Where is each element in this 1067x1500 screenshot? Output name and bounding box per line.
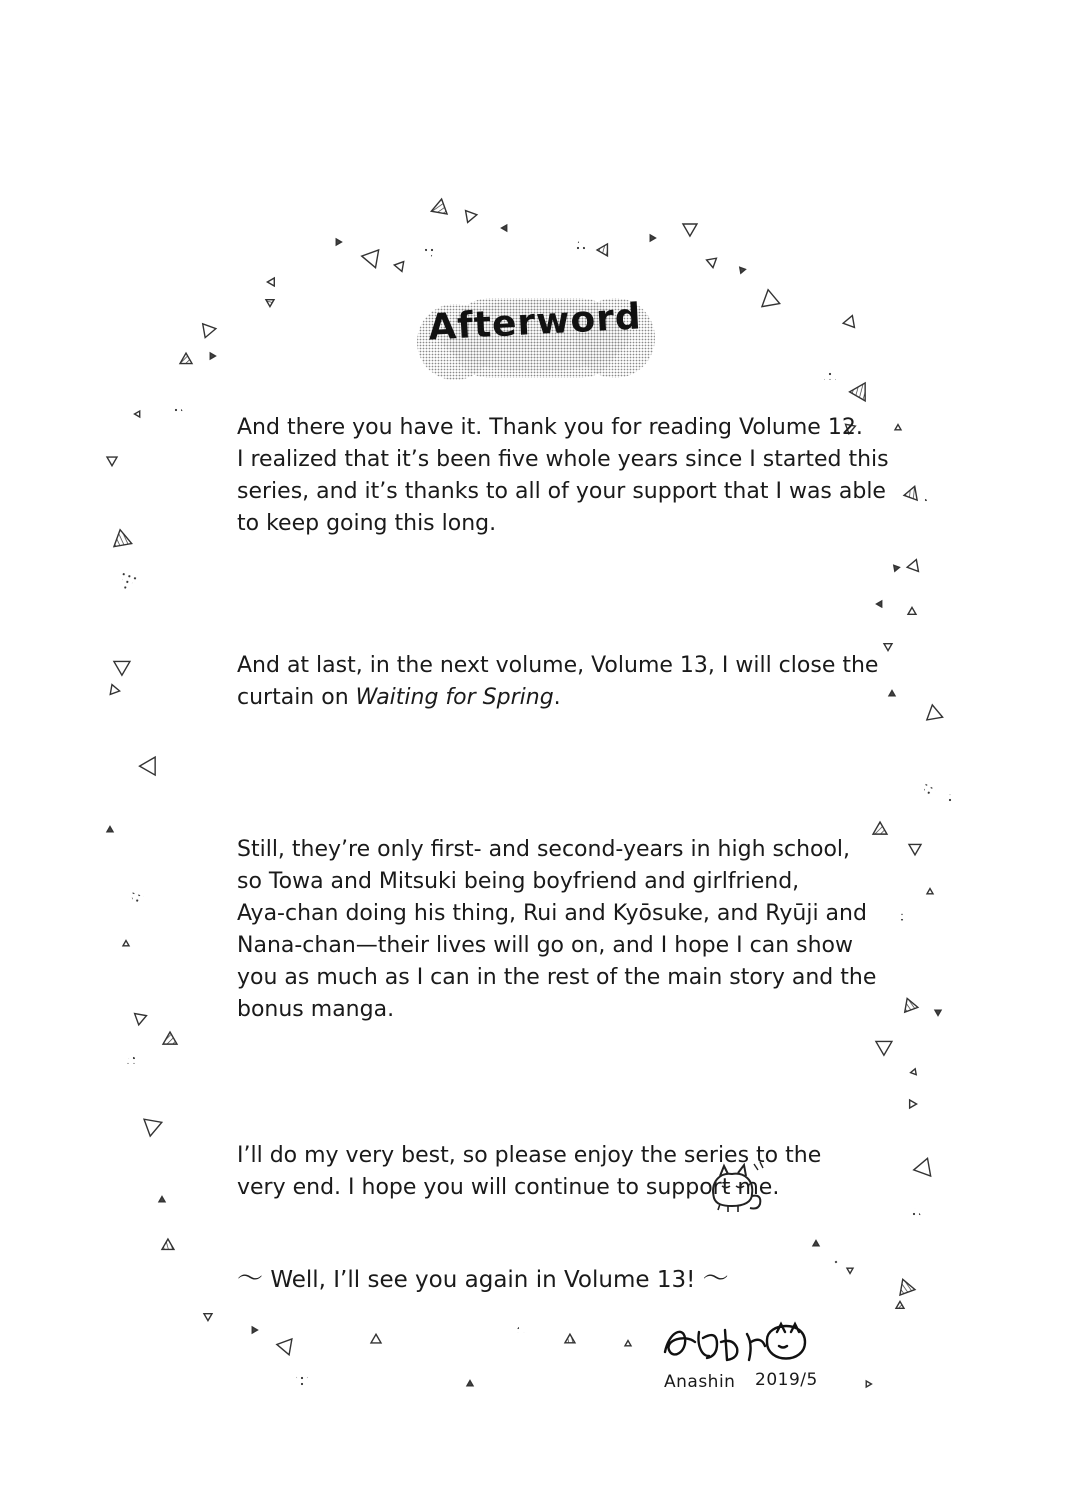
triangle-icon	[110, 685, 120, 696]
text-line: you as much as I can in the rest of the main story and the	[237, 965, 877, 990]
triangle-icon	[116, 572, 138, 593]
triangle-icon	[565, 1334, 577, 1347]
triangle-icon	[707, 258, 718, 268]
triangle-icon	[762, 290, 783, 312]
triangle-icon	[832, 1256, 842, 1266]
triangle-icon	[884, 644, 892, 651]
tilde-left-icon: 〜	[237, 1264, 264, 1294]
triangle-icon	[296, 1376, 308, 1386]
text-line	[237, 682, 837, 714]
text-fragment: .	[553, 685, 561, 710]
triangle-icon	[266, 296, 276, 306]
tilde-right-icon: 〜	[702, 1264, 729, 1294]
triangle-icon	[918, 783, 936, 800]
paragraph-characters	[237, 834, 877, 1026]
triangle-icon	[909, 844, 921, 854]
triangle-icon	[502, 224, 510, 231]
title-badge	[410, 290, 660, 380]
triangle-icon	[172, 403, 184, 413]
text-line: to keep going this long.	[237, 511, 497, 536]
text-line: bonus manga.	[237, 997, 395, 1022]
triangle-icon	[362, 250, 384, 271]
triangle-icon	[135, 410, 143, 417]
triangle-icon	[107, 827, 113, 832]
triangle-icon	[945, 794, 955, 803]
triangle-icon	[267, 278, 277, 288]
triangle-icon	[204, 1310, 214, 1320]
text-line: very end. I hope you will continue to support me.	[237, 1175, 780, 1200]
triangle-icon	[163, 1032, 177, 1044]
triangle-icon	[877, 601, 885, 608]
paragraph-thanks	[237, 412, 889, 540]
triangle-icon	[908, 607, 916, 614]
triangle-icon	[914, 1155, 936, 1176]
triangle-icon	[135, 1010, 149, 1025]
triangle-icon	[738, 267, 745, 274]
sleeping-cat-icon	[706, 1158, 768, 1214]
triangle-icon	[162, 1239, 177, 1255]
text-line: I realized that it’s been five whole years since I started this	[237, 447, 889, 472]
triangle-icon	[114, 530, 135, 552]
triangle-icon	[107, 457, 117, 466]
triangle-icon	[927, 889, 933, 894]
paragraph-final-volume	[237, 650, 879, 714]
triangle-icon	[123, 941, 129, 946]
triangle-icon	[210, 353, 215, 359]
text-line: Nana-chan—their lives will go on, and I hope I can show	[237, 933, 853, 958]
triangle-icon	[650, 235, 655, 241]
triangle-icon	[900, 1279, 916, 1297]
triangle-icon	[431, 198, 449, 214]
triangle-icon	[277, 1334, 298, 1355]
triangle-icon	[371, 1334, 381, 1343]
triangle-icon	[159, 1197, 165, 1202]
triangle-icon	[180, 353, 192, 363]
text-line: Still, they’re only first- and second-years in high school,	[237, 837, 851, 862]
triangle-icon	[140, 753, 163, 775]
triangle-icon	[574, 239, 586, 249]
text-line: And there you have it. Thank you for reading Volume 12.	[237, 415, 863, 440]
text-line: And at last, in the next volume, Volume 13, I will close the	[237, 653, 879, 678]
triangle-icon	[424, 248, 436, 258]
triangle-icon	[873, 822, 887, 834]
triangle-icon	[910, 1207, 922, 1217]
triangle-icon	[905, 998, 919, 1014]
triangle-icon	[895, 425, 901, 430]
text-line: series, and it’s thanks to all of your support that I was able	[237, 479, 886, 504]
triangle-icon	[336, 239, 341, 245]
farewell-text: Well, I’ll see you again in Volume 13!	[270, 1267, 696, 1293]
handwritten-signature-icon	[655, 1312, 835, 1372]
triangle-icon	[127, 892, 144, 908]
farewell-line	[237, 1262, 757, 1297]
text-line: I’ll do my very best, so please enjoy the series to the	[237, 1143, 822, 1168]
triangle-icon	[876, 1034, 896, 1055]
triangle-icon	[910, 1100, 917, 1108]
triangle-icon	[920, 495, 928, 502]
triangle-icon	[114, 654, 134, 675]
page-title: Afterword	[427, 296, 643, 349]
triangle-icon	[813, 1241, 819, 1246]
signature-date: 2019/5	[755, 1370, 818, 1390]
triangle-icon	[935, 1010, 941, 1015]
triangle-icon	[252, 1327, 257, 1333]
text-fragment: curtain on	[237, 685, 356, 710]
triangle-icon	[203, 322, 217, 338]
triangle-icon	[394, 258, 407, 271]
triangle-icon	[843, 314, 858, 328]
triangle-icon	[889, 691, 895, 696]
triangle-icon	[597, 244, 613, 259]
text-line: so Towa and Mitsuki being boyfriend and girlfriend,	[237, 869, 800, 894]
triangle-icon	[850, 383, 873, 405]
triangle-icon	[141, 1119, 161, 1137]
triangle-icon	[896, 1301, 904, 1308]
triangle-icon	[866, 1381, 871, 1387]
signature-name: Anashin	[664, 1372, 736, 1392]
triangle-icon	[907, 558, 922, 572]
triangle-icon	[892, 565, 899, 572]
series-title: Waiting for Spring	[355, 685, 554, 710]
triangle-icon	[904, 486, 923, 504]
text-line: Aya-chan doing his thing, Rui and Kyōsuke, and Ryūji and	[237, 901, 867, 926]
triangle-icon	[683, 218, 700, 236]
triangle-icon	[467, 1381, 473, 1386]
triangle-icon	[126, 1053, 138, 1063]
triangle-icon	[911, 1068, 918, 1075]
triangle-icon	[515, 1324, 525, 1333]
triangle-icon	[625, 1341, 631, 1346]
triangle-icon	[462, 211, 477, 225]
triangle-icon	[824, 369, 836, 379]
triangle-icon	[898, 913, 906, 920]
triangle-icon	[847, 1268, 853, 1273]
triangle-icon	[927, 705, 945, 725]
